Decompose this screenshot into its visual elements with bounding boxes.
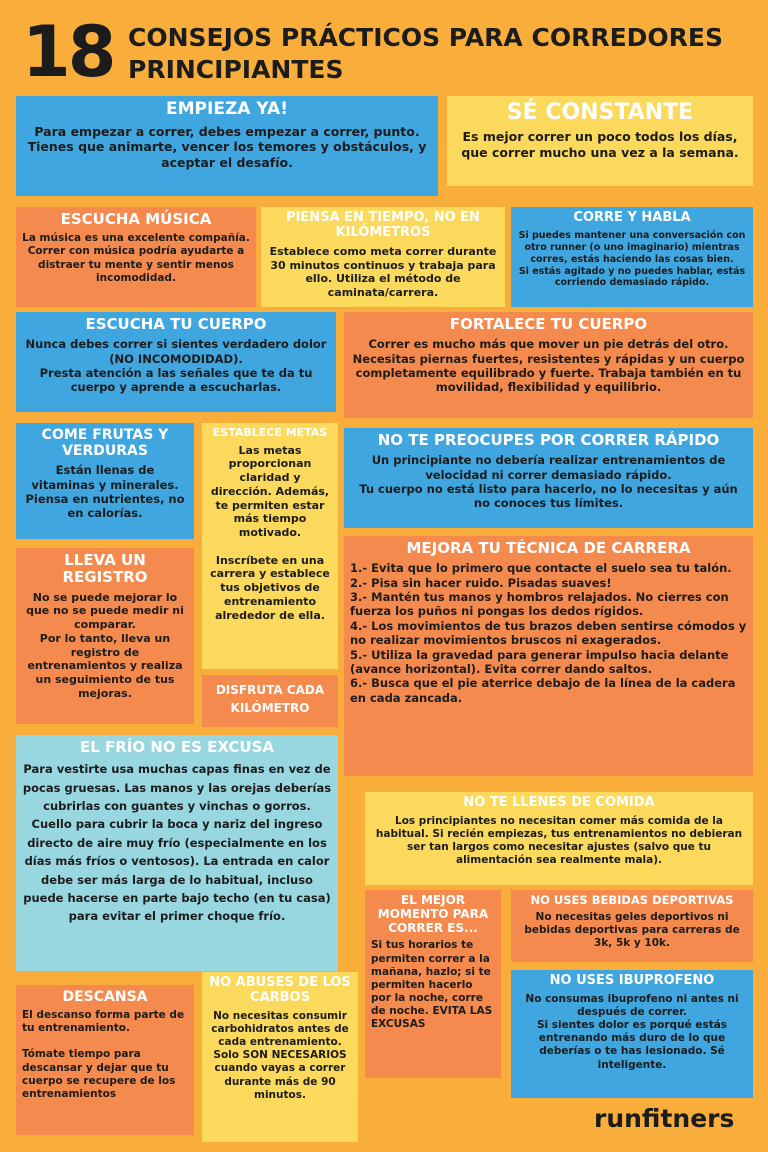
card-text: No se puede mejorar lo que no se puede medir ni comparar. Por lo tanto, lleva un registro de entrenamientos y realiza un seguimiento de tus mejoras. — [26, 590, 184, 700]
card-establece-metas — [202, 423, 338, 669]
card-no-te-llenes — [365, 792, 753, 885]
card-descansa — [16, 985, 194, 1135]
card-mejora-tu-tecnica — [344, 536, 753, 776]
card-text: Establece como meta correr durante 30 minutos continuos y trabaja para ello. Utiliza el método de caminata/carrera. — [269, 244, 497, 300]
card-no-uses-bebidas — [511, 890, 753, 962]
card-text: Es mejor correr un poco todos los días, que correr mucho una vez a la semana. — [461, 129, 739, 160]
card-text: Un principiante no debería realizar entrenamientos de velocidad ni correr demasiado rápido. Tu cuerpo no está listo para hacerlo, no lo necesitas y aún no conoces tus límites. — [359, 453, 738, 511]
card-piensa-en-tiempo — [261, 207, 505, 307]
card-se-constante — [447, 96, 753, 186]
card-text: Correr es mucho más que mover un pie detrás del otro. Necesitas piernas fuertes, resistentes y rápidas y un cuerpo completamente equilibrado y fuerte. Trabaja también en tu movilidad, flexibilidad y equilibrio. — [352, 337, 745, 395]
header-number: 18 — [22, 11, 114, 93]
card-title: ESCUCHA MÚSICA — [60, 210, 212, 228]
card-el-mejor-momento — [365, 890, 501, 1078]
card-title: FORTALECE TU CUERPO — [449, 315, 648, 333]
card-no-uses-ibuprofeno — [511, 970, 753, 1098]
card-title: NO TE PREOCUPES POR CORRER RÁPIDO — [377, 431, 720, 449]
card-lleva-un-registro — [16, 548, 194, 724]
card-no-abuses-carbos — [202, 972, 358, 1142]
card-fortalece-tu-cuerpo — [344, 312, 753, 418]
card-escucha-tu-cuerpo — [16, 312, 336, 412]
card-text: El descanso forma parte de tu entrenamiento. Tómate tiempo para descansar y dejar que tu cuerpo se recupere de los entrenamientos — [22, 1009, 185, 1100]
card-text: No consumas ibuprofeno ni antes ni después de correr. Si sientes dolor es porqué estás entrenando más duro de lo que deberías o te has lesionado. Sé inteligente. — [525, 992, 739, 1071]
card-title: COME FRUTAS Y VERDURAS — [41, 427, 169, 460]
card-title: NO ABUSES DE LOS CARBOS — [209, 975, 351, 1005]
card-title: NO USES BEBIDAS DEPORTIVAS — [530, 893, 734, 907]
card-empieza-ya — [16, 96, 438, 196]
card-title: EMPIEZA YA! — [166, 99, 288, 119]
card-title: MEJORA TU TÉCNICA DE CARRERA — [406, 539, 691, 557]
card-title: DESCANSA — [62, 989, 148, 1005]
card-title: CORRE Y HABLA — [573, 210, 691, 225]
card-text: 1.- Evita que lo primero que contacte el suelo sea tu talón. 2.- Pisa sin hacer ruido. Pisadas suaves! 3.- Mantén tus manos y hombros relajados. No cierres con fuerza los puños ni pongas los dedos rígidos. 4.- Los movimientos de tus brazos deben sentirse cómodos y no realizar movimientos bruscos ni exagerados. 5.- Utiliza la gravedad para generar impulso hacia delante (avance horizontal). Evita correr dando saltos. 6.- Busca que el pie aterrice debajo de la línea de la cadera en cada zancada. — [350, 561, 747, 705]
card-text: Si puedes mantener una conversación con otro runner (o uno imaginario) mientras corres, estás haciendo las cosas bien. Si estás agitado y no puedes hablar, estás corriendo demasiado rápido. — [518, 229, 746, 289]
card-title: NO USES IBUPROFENO — [549, 973, 715, 988]
card-disfruta — [202, 675, 338, 727]
card-text: Para vestirte usa muchas capas finas en vez de pocas gruesas. Las manos y las orejas deberías cubrirlas con guantes y vinchas o gorros. Cuello para cubrir la boca y nariz del ingreso directo de aire muy frío (especialmente en los días más fríos o ventosos). La entrada en calor debe ser más larga de lo habitual, incluso puede hacerse en parte bajo techo (en tu casa) para evitar el primer choque frío. — [22, 762, 332, 924]
brand-logo: runfitners — [594, 1104, 735, 1133]
card-text: Para empezar a correr, debes empezar a correr, punto. Tienes que animarte, vencer los temores y obstáculos, y aceptar el desafío. — [27, 123, 427, 170]
card-text: No necesitas geles deportivos ni bebidas deportivas para carreras de 3k, 5k y 10k. — [524, 911, 740, 950]
card-title: ESTABLECE METAS — [212, 426, 328, 439]
card-text: Las metas proporcionan claridad y dirección. Además, te permiten estar más tiempo motivado. Inscríbete en una carrera y establece tus objetivos de entrenamiento alrededor de ella. — [210, 443, 330, 622]
card-title: EL MEJOR MOMENTO PARA CORRER ES... — [377, 893, 489, 935]
card-come-frutas — [16, 423, 194, 539]
card-title: DISFRUTA CADA KILÓMETRO — [215, 683, 325, 715]
card-no-te-preocupes — [344, 428, 753, 528]
card-title: EL FRÍO NO ES EXCUSA — [79, 738, 275, 756]
card-title: ESCUCHA TU CUERPO — [85, 315, 267, 333]
card-text: La música es una excelente compañía. Correr con música podría ayudarte a distraer tu mente y sentir menos incomodidad. — [22, 232, 250, 284]
card-title: NO TE LLENES DE COMIDA — [463, 795, 655, 810]
card-title: PIENSA EN TIEMPO, NO EN KILÓMETROS — [286, 210, 480, 240]
card-text: Los principiantes no necesitan comer más comida de la habitual. Si recién empiezas, tus entrenamientos no debieran ser tan largos como necesitar ajustes (salvo que tu alimentación sea realmente mala). — [375, 814, 743, 867]
card-corre-y-habla — [511, 207, 753, 307]
card-text: Están llenas de vitaminas y minerales. Piensa en nutrientes, no en calorías. — [25, 463, 185, 521]
card-title: SÉ CONSTANTE — [506, 100, 694, 125]
card-escucha-musica — [16, 207, 256, 307]
card-text: No necesitas consumir carbohidratos antes de cada entrenamiento. Solo SON NECESARIOS cuando vayas a correr durante más de 90 minutos. — [211, 1009, 349, 1101]
card-el-frio-no-es-excusa — [16, 735, 338, 971]
card-text: Si tus horarios te permiten correr a la mañana, hazlo; si te permiten hacerlo por la noche, corre de noche. EVITA LAS EXCUSAS — [371, 939, 493, 1031]
page-title: CONSEJOS PRÁCTICOS PARA CORREDORES PRINCIPIANTES — [128, 23, 723, 84]
card-text: Nunca debes correr si sientes verdadero dolor (NO INCOMODIDAD). Presta atención a las señales que te da tu cuerpo y aprende a escucharlas. — [25, 337, 327, 395]
card-title: LLEVA UN REGISTRO — [62, 551, 148, 587]
